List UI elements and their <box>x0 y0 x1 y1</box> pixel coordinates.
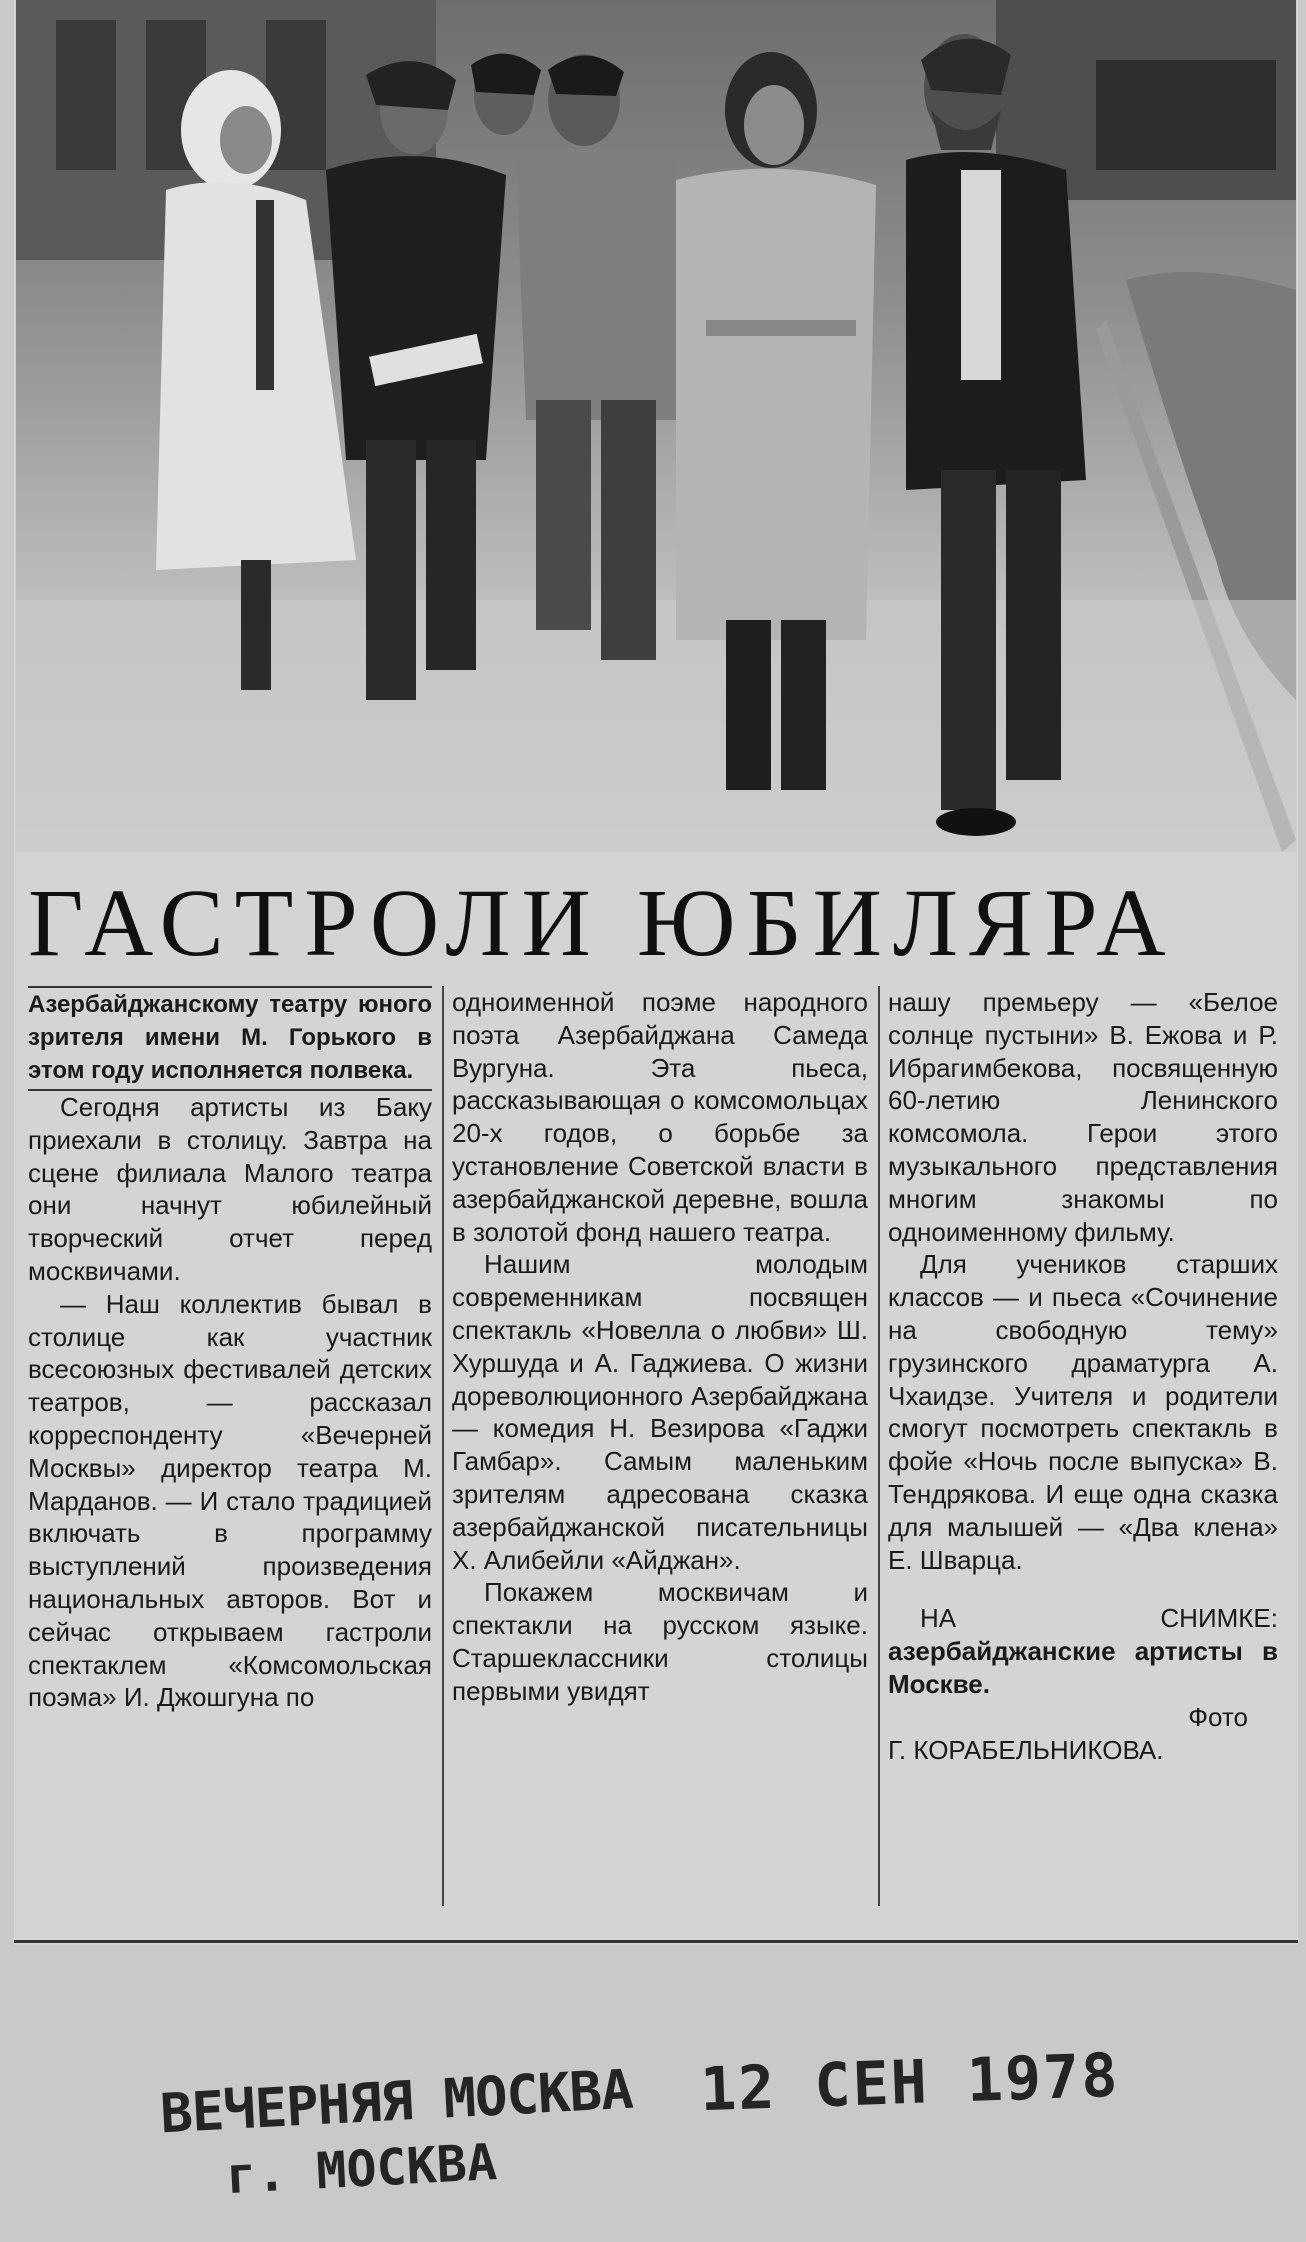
article-headline: ГАСТРОЛИ ЮБИЛЯРА <box>28 869 1177 976</box>
paragraph: одноименной поэме народного поэта Азербайджана Самеда Вургуна. Эта пьеса, рассказывающая о комсомольцах 20-х годов, о борьбе за установление Советской власти в азербайджанской деревне, вошла в золотой фонд нашего театра. <box>452 987 868 1247</box>
photo-credit-name: Г. КОРАБЕЛЬНИКОВА. <box>888 1734 1164 1765</box>
column-1 <box>28 986 432 1714</box>
street-scene-illustration <box>16 0 1296 852</box>
paragraph: Нашим молодым современникам посвящен спектакль «Новелла о любви» Ш. Хуршуда и А. Гаджиева. О жизни дореволюционного Азербайджана — комедия Н. Везирова «Гаджи Гамбар». Самым маленьким зрителям адресована сказка азербайджанской писательницы Х. Алибейли «Айджан». <box>452 1249 868 1575</box>
paragraph: — Наш коллектив бывал в столице как участник всесоюзных фестивалей детских театров, — рассказал корреспонденту «Вечерней Москвы» директор театра М. Марданов. — И стало традицией включать в программу выступлений произведения национальных авторов. Вот и сейчас открываем гастроли спектаклем «Комсомольская поэма» И. Джошгуна по <box>28 1288 432 1713</box>
caption-text: азербайджанские артисты в Москве. <box>888 1636 1278 1699</box>
column-divider <box>878 986 880 1906</box>
city-stamp: г. МОСКВА <box>224 2132 499 2206</box>
group-photo <box>16 0 1296 852</box>
paragraph: нашу премьеру — «Белое солнце пустыни» В. Ежова и Р. Ибрагимбекова, посвященную 60-летию Ленинского комсомола. Герои этого музыкального представления многим знакомы по одноименному фильму. <box>888 987 1278 1247</box>
lead-paragraph: Азербайджанскому театру юного зрителя имени М. Горького в этом году исполняется полвека. <box>28 986 432 1091</box>
caption-label: НА СНИМКЕ: <box>920 1603 1278 1634</box>
clipping-edge <box>14 1940 1298 1943</box>
date-stamp: 12 СЕН 1978 <box>698 2040 1121 2126</box>
photo-credit-label: Фото <box>1188 1701 1248 1732</box>
newspaper-name-stamp: ВЕЧЕРНЯЯ МОСКВА <box>158 2057 634 2146</box>
newspaper-clipping <box>14 0 1298 1945</box>
paragraph: Покажем москвичам и спектакли на русском языке. Старшеклассники столицы первыми увидят <box>452 1577 868 1706</box>
column-3 <box>888 986 1278 1766</box>
column-divider <box>442 986 444 1906</box>
column-2 <box>452 986 868 1708</box>
paragraph: Для учеников старших классов — и пьеса «Сочинение на свободную тему» грузинского драматурга А. Чхаидзе. Учителя и родители смогут посмотреть спектакль в фойе «Ночь после выпуска» В. Тендрякова. И еще одна сказка для малышей — «Два клена» Е. Шварца. <box>888 1249 1278 1575</box>
paragraph: Сегодня артисты из Баку приехали в столицу. Завтра на сцене филиала Малого театра они начнут юбилейный творческий отчет перед москвичами. <box>28 1092 432 1286</box>
photo-caption <box>888 1602 1278 1700</box>
